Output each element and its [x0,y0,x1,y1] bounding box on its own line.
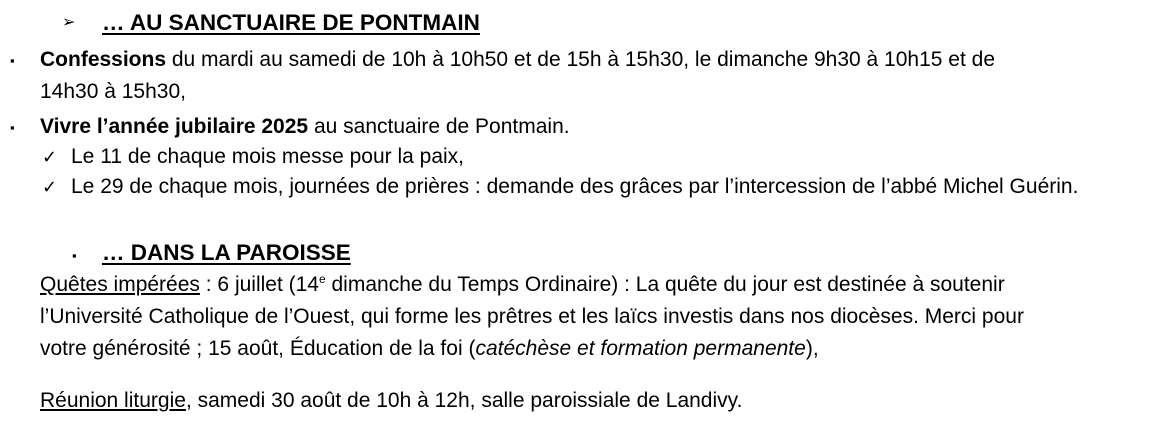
reunion-line [40,389,742,413]
subitem-peace-mass: Le 11 de chaque mois messe pour la paix, [71,145,465,168]
section1-heading-row [62,9,75,33]
quetes-line3-text-a: votre générosité ; 15 août, Éducation de la foi ( [40,337,476,360]
confessions-label: Confessions [40,48,167,71]
bullet-icon: ▪ [10,53,15,68]
arrow-marker-icon: ➢ [62,14,76,31]
quetes-line3 [40,337,819,361]
confessions-text: du mardi au samedi de 10h à 10h50 et de 15h à 15h30, le dimanche 9h30 à 10h15 et de [166,48,995,71]
quetes-line3-italic: catéchèse et formation permanente [475,337,806,360]
section2-heading: … DANS LA PAROISSE [102,240,351,265]
confessions-line2: 14h30 à 15h30, [40,80,186,103]
quetes-line1 [40,273,1005,297]
checkmark-icon: ✓ [42,147,58,167]
reunion-label: Réunion liturgie [40,389,186,412]
subitem-prayer-days: Le 29 de chaque mois, journées de prières : demande des grâces par l’intercession de l’abbé Michel Guérin. [71,175,1079,198]
section1-heading: … AU SANCTUAIRE DE PONTMAIN [102,10,480,35]
section2-bullet-icon: ▪ [72,248,77,263]
quetes-label: Quêtes impérées [40,273,200,296]
jubilee-line [40,115,570,139]
quetes-line2: l’Université Catholique de l’Ouest, qui forme les prêtres et les laïcs investis dans nos diocèses. Merci pour [40,305,1024,328]
quetes-text-b: dimanche du Temps Ordinaire) : La quête du jour est destinée à soutenir [325,273,1005,296]
quetes-line3-text-b: ), [805,337,819,360]
quetes-text-a: : 6 juillet (14 [199,273,319,296]
bullet-icon: ▪ [10,120,15,135]
checkmark-icon: ✓ [42,177,58,197]
jubilee-text: au sanctuaire de Pontmain. [308,115,570,138]
reunion-text: , samedi 30 août de 10h à 12h, salle paroissiale de Landivy. [185,389,743,412]
confessions-line1 [40,48,995,72]
jubilee-label: Vivre l’année jubilaire 2025 [40,115,309,138]
ordinal-superscript: e [318,272,326,286]
